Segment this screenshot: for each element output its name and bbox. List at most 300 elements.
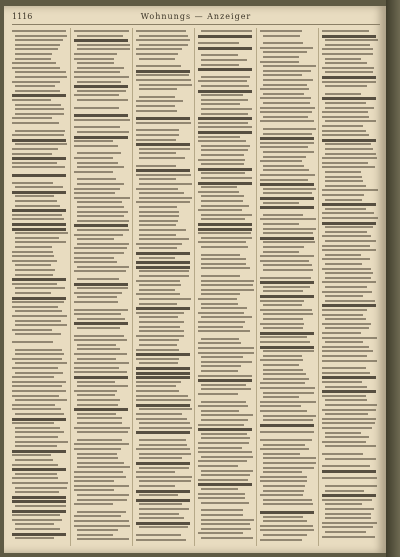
text-line: [322, 422, 375, 424]
text-line: [77, 327, 120, 329]
text-line: [139, 517, 184, 519]
text-line: [325, 490, 364, 492]
text-column: [198, 28, 254, 546]
text-line: [260, 183, 314, 186]
text-line: [260, 431, 314, 433]
text-line: [201, 163, 244, 165]
text-line: [260, 174, 315, 176]
text-line: [139, 84, 192, 86]
text-line: [260, 529, 314, 531]
text-line: [325, 300, 375, 302]
text-line: [15, 274, 53, 276]
text-line: [201, 177, 252, 179]
text-line: [263, 192, 312, 194]
text-line: [77, 417, 122, 419]
text-line: [325, 517, 371, 519]
text-line: [15, 53, 52, 55]
text-line: [12, 166, 65, 168]
text-line: [198, 209, 242, 211]
text-line: [201, 149, 248, 151]
text-line: [77, 348, 120, 350]
text-line: [15, 436, 58, 438]
text-line: [139, 96, 175, 98]
text-line: [322, 381, 362, 383]
text-line: [322, 522, 377, 524]
text-line: [12, 376, 54, 378]
text-line: [15, 130, 65, 132]
text-line: [260, 439, 312, 441]
text-line: [263, 369, 303, 371]
text-line: [15, 85, 55, 87]
text-line: [260, 332, 314, 335]
text-line: [260, 494, 303, 496]
text-line: [139, 298, 191, 300]
text-line: [201, 410, 239, 412]
text-line: [15, 205, 60, 207]
text-line: [263, 74, 302, 76]
text-line: [74, 471, 123, 473]
text-line: [77, 278, 119, 280]
text-line: [15, 413, 64, 415]
text-line: [136, 471, 175, 473]
text-line: [260, 295, 314, 298]
text-line: [201, 214, 252, 216]
text-line: [15, 324, 67, 326]
text-line: [15, 441, 68, 443]
text-line: [263, 70, 311, 72]
text-line: [260, 539, 302, 541]
text-line: [263, 42, 303, 44]
text-line: [139, 427, 192, 429]
text-line: [322, 35, 376, 38]
text-line: [322, 30, 369, 32]
text-line: [263, 350, 314, 352]
page-number: 1116: [12, 12, 33, 21]
text-line: [198, 228, 252, 231]
text-line: [74, 322, 128, 325]
text-line: [325, 102, 366, 104]
running-head: Wohnungs — Anzeiger: [140, 12, 252, 21]
text-line: [15, 292, 51, 294]
text-line: [201, 519, 254, 521]
text-line: [325, 107, 374, 109]
text-line: [201, 488, 238, 490]
text-line: [12, 468, 66, 471]
text-line: [12, 408, 61, 410]
text-line: [74, 362, 129, 364]
text-line: [201, 172, 245, 174]
text-line: [322, 162, 368, 164]
text-line: [74, 192, 115, 194]
text-line: [201, 502, 249, 504]
text-line: [201, 218, 245, 220]
text-line: [74, 283, 128, 286]
text-line: [74, 313, 121, 315]
text-line: [77, 211, 128, 213]
text-line: [325, 153, 376, 155]
text-line: [260, 424, 314, 427]
text-line: [260, 88, 309, 90]
text-line: [136, 307, 190, 310]
text-line: [260, 448, 309, 450]
text-line: [77, 494, 129, 496]
text-line: [322, 111, 368, 113]
text-line: [322, 134, 369, 136]
text-line: [15, 104, 61, 106]
text-line: [15, 232, 68, 234]
text-line: [12, 329, 52, 331]
text-line: [15, 143, 67, 145]
text-line: [12, 514, 60, 516]
text-line: [201, 356, 243, 358]
text-line: [322, 494, 376, 497]
text-line: [263, 241, 315, 243]
text-line: [77, 35, 123, 37]
text-line: [260, 277, 311, 279]
text-line: [322, 189, 378, 191]
text-line: [15, 523, 54, 525]
text-line: [77, 534, 113, 536]
text-line: [136, 404, 190, 407]
text-line: [201, 195, 244, 197]
text-line: [263, 264, 312, 266]
text-line: [74, 197, 130, 199]
text-line: [263, 503, 313, 505]
text-line: [263, 453, 300, 455]
text-line: [322, 367, 366, 369]
text-line: [322, 130, 366, 132]
text-line: [260, 359, 303, 361]
text-line: [263, 462, 316, 464]
text-line: [322, 465, 370, 467]
text-line: [263, 304, 302, 306]
text-line: [12, 450, 66, 453]
text-line: [74, 371, 127, 373]
text-line: [201, 267, 250, 269]
text-line: [77, 90, 126, 92]
text-line: [260, 382, 305, 384]
text-line: [77, 243, 129, 245]
text-line: [198, 465, 238, 467]
text-line: [325, 341, 363, 343]
text-line: [15, 362, 67, 364]
text-line: [139, 270, 189, 272]
text-line: [136, 117, 190, 120]
text-line: [15, 71, 66, 73]
text-line: [136, 169, 190, 172]
text-line: [15, 491, 59, 493]
text-line: [12, 255, 54, 257]
text-line: [263, 467, 314, 469]
text-line: [263, 269, 313, 271]
text-line: [12, 62, 56, 64]
text-line: [139, 289, 175, 291]
text-line: [77, 499, 127, 501]
text-line: [12, 418, 66, 421]
text-column: [74, 28, 130, 546]
text-line: [136, 100, 183, 102]
text-line: [12, 315, 67, 317]
text-line: [260, 97, 311, 99]
text-line: [74, 234, 123, 236]
text-line: [136, 399, 191, 401]
text-line: [139, 326, 180, 328]
text-line: [12, 381, 66, 383]
text-line: [325, 185, 366, 187]
text-line: [322, 67, 374, 69]
text-line: [198, 136, 240, 138]
text-line: [263, 290, 303, 292]
text-line: [198, 232, 251, 234]
text-line: [12, 510, 66, 513]
text-line: [77, 538, 129, 540]
text-line: [201, 470, 253, 472]
text-line: [15, 76, 67, 78]
text-line: [12, 422, 54, 424]
text-line: [201, 307, 247, 309]
text-line: [136, 367, 190, 370]
text-line: [260, 137, 314, 140]
text-line: [322, 337, 377, 339]
text-line: [201, 456, 253, 458]
text-line: [77, 422, 122, 424]
text-line: [15, 246, 52, 248]
text-line: [260, 323, 304, 325]
text-line: [15, 528, 60, 530]
text-line: [136, 280, 180, 282]
text-line: [201, 523, 250, 525]
text-line: [136, 79, 191, 81]
book-binding: [386, 0, 400, 557]
text-line: [322, 139, 376, 142]
text-line: [136, 39, 190, 41]
text-line: [325, 272, 373, 274]
text-line: [139, 316, 178, 318]
text-line: [77, 462, 124, 464]
text-line: [77, 431, 128, 433]
text-line: [77, 229, 129, 231]
text-line: [325, 254, 361, 256]
text-line: [139, 35, 188, 37]
text-line: [74, 247, 127, 249]
text-line: [139, 513, 179, 515]
text-line: [325, 226, 373, 228]
text-line: [322, 222, 376, 225]
text-line: [74, 520, 129, 522]
text-line: [198, 483, 252, 486]
text-line: [325, 458, 376, 460]
text-line: [12, 153, 52, 155]
text-line: [263, 313, 313, 315]
text-line: [198, 326, 243, 328]
text-line: [263, 56, 299, 58]
text-line: [198, 405, 248, 407]
text-line: [136, 539, 186, 541]
text-line: [322, 212, 374, 214]
text-line: [12, 174, 66, 177]
text-line: [263, 355, 302, 357]
text-line: [322, 194, 364, 196]
text-line: [74, 489, 114, 491]
text-line: [74, 480, 114, 482]
text-line: [74, 140, 113, 142]
text-line: [12, 519, 62, 521]
text-line: [139, 183, 192, 185]
text-line: [77, 266, 129, 268]
text-line: [74, 107, 119, 109]
text-line: [263, 169, 309, 171]
text-line: [139, 215, 179, 217]
text-line: [201, 280, 254, 282]
text-line: [263, 318, 303, 320]
text-line: [77, 48, 130, 50]
text-line: [198, 223, 252, 226]
text-line: [322, 395, 366, 397]
text-line: [139, 284, 181, 286]
text-line: [325, 199, 362, 201]
text-line: [260, 255, 314, 257]
text-line: [136, 243, 182, 245]
text-line: [139, 339, 179, 341]
text-line: [201, 528, 251, 530]
text-line: [198, 122, 248, 124]
text-line: [139, 234, 176, 236]
text-line: [15, 241, 66, 243]
text-line: [136, 381, 181, 383]
text-line: [74, 301, 118, 303]
text-line: [15, 427, 60, 429]
text-line: [15, 537, 54, 539]
text-line: [198, 131, 252, 134]
text-line: [201, 289, 254, 291]
text-line: [74, 53, 117, 55]
text-line: [198, 117, 252, 120]
text-line: [15, 349, 62, 351]
text-line: [12, 191, 66, 194]
text-line: [322, 116, 369, 118]
column-rule: [194, 28, 195, 546]
text-line: [201, 76, 250, 78]
text-line: [322, 166, 375, 168]
text-line: [136, 30, 186, 32]
text-line: [77, 287, 128, 289]
text-line: [139, 88, 177, 90]
text-line: [325, 231, 367, 233]
text-line: [136, 252, 190, 255]
text-line: [198, 451, 252, 453]
text-line: [139, 275, 189, 277]
text-line: [263, 516, 303, 518]
text-line: [74, 136, 128, 139]
text-line: [322, 477, 377, 479]
text-line: [260, 107, 315, 109]
text-line: [77, 381, 115, 383]
text-line: [139, 408, 192, 410]
text-line: [201, 514, 243, 516]
text-line: [198, 375, 252, 377]
text-line: [12, 477, 58, 479]
text-line: [74, 448, 121, 450]
text-line: [77, 81, 121, 83]
text-line: [201, 263, 246, 265]
text-line: [325, 180, 363, 182]
text-line: [74, 525, 130, 527]
text-line: [77, 99, 128, 101]
text-line: [74, 367, 119, 369]
text-line: [201, 254, 240, 256]
text-line: [201, 509, 243, 511]
text-line: [12, 30, 66, 32]
text-line: [12, 533, 66, 536]
text-line: [74, 335, 124, 337]
text-line: [15, 269, 55, 271]
text-line: [322, 217, 378, 219]
text-line: [263, 84, 307, 86]
text-line: [263, 499, 312, 501]
text-line: [74, 376, 128, 379]
text-line: [139, 503, 182, 505]
text-line: [201, 433, 247, 435]
text-line: [139, 229, 186, 231]
text-line: [139, 44, 188, 46]
text-line: [201, 258, 246, 260]
text-line: [136, 499, 190, 502]
text-line: [77, 178, 116, 180]
text-line: [198, 68, 252, 71]
text-line: [322, 203, 376, 206]
text-line: [322, 355, 367, 357]
text-line: [139, 321, 184, 323]
text-line: [12, 209, 66, 212]
text-line: [198, 321, 245, 323]
text-line: [322, 309, 367, 311]
text-line: [15, 186, 63, 188]
text-line: [325, 208, 366, 210]
text-line: [136, 105, 175, 107]
text-line: [201, 414, 253, 416]
text-line: [12, 162, 57, 164]
text-line: [74, 339, 127, 341]
text-line: [263, 79, 313, 81]
text-line: [15, 372, 63, 374]
text-line: [322, 360, 377, 362]
text-line: [12, 464, 58, 466]
text-line: [198, 90, 252, 93]
text-line: [74, 427, 130, 429]
text-line: [322, 235, 371, 237]
text-line: [198, 47, 252, 50]
text-line: [136, 188, 178, 190]
text-line: [198, 312, 244, 314]
text-line: [201, 54, 238, 56]
text-line: [136, 335, 184, 337]
text-line: [260, 300, 304, 302]
text-line: [260, 410, 307, 412]
text-line: [12, 390, 66, 392]
text-line: [77, 131, 129, 133]
text-line: [74, 485, 129, 487]
text-line: [260, 346, 314, 349]
text-line: [77, 318, 125, 320]
text-line: [74, 224, 128, 227]
text-line: [77, 44, 130, 46]
text-line: [201, 237, 252, 239]
text-line: [77, 413, 116, 415]
text-line: [15, 287, 65, 289]
text-line: [77, 453, 117, 455]
text-line: [325, 120, 376, 122]
text-line: [263, 471, 302, 473]
